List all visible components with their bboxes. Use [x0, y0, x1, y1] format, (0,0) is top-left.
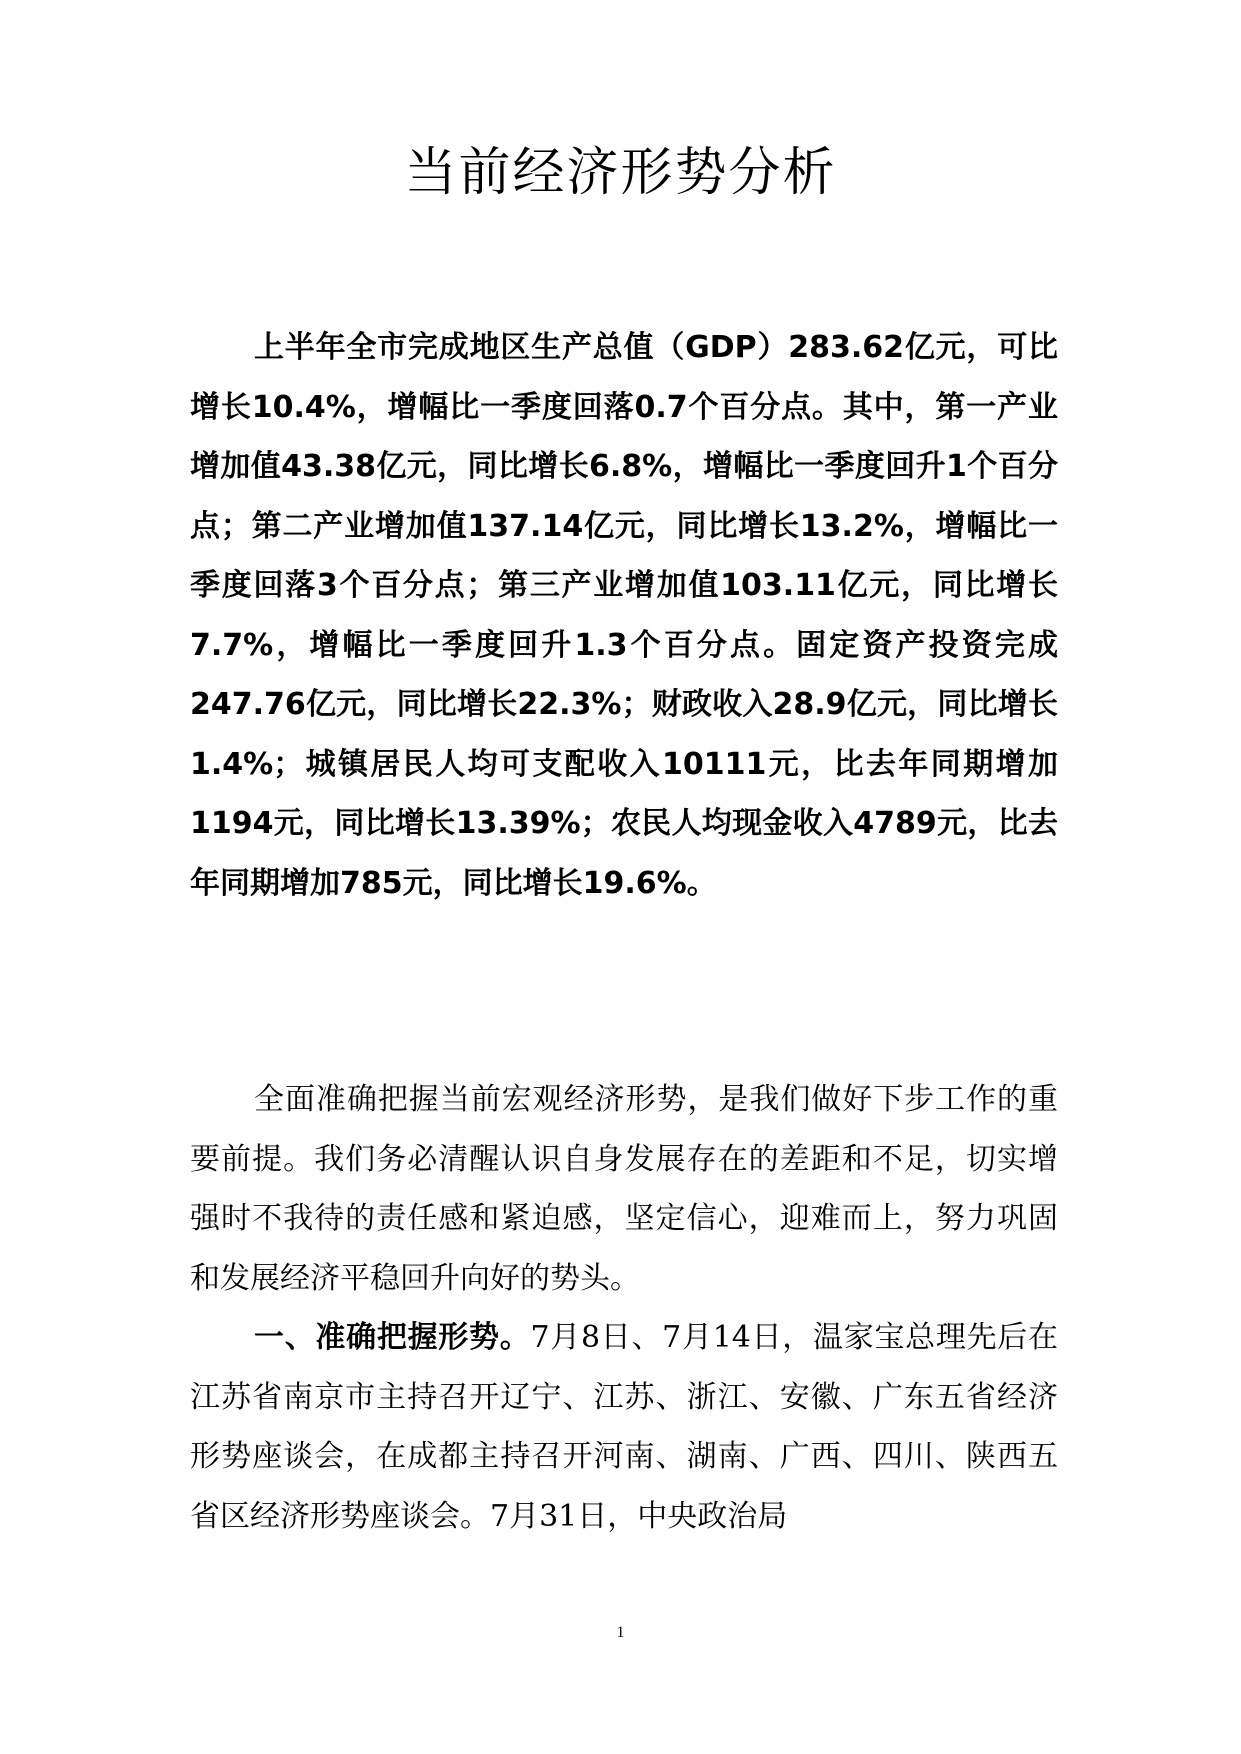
section-heading: 一、准确把握形势。	[254, 1320, 531, 1355]
section-paragraph	[190, 1308, 1058, 1546]
document-title: 当前经济形势分析	[404, 143, 837, 203]
body-paragraph: 全面准确把握当前宏观经济形势，是我们做好下步工作的重要前提。我们务必清醒认识自身发展存在的差距和不足，切实增强时不我待的责任感和紧迫感，坚定信心，迎难而上，努力巩固和发展经济平稳回升向好的势头。	[190, 1082, 1058, 1296]
page-number: 1	[616, 1624, 625, 1641]
section-text: 7月8日、7月14日，温家宝总理先后在江苏省南京市主持召开辽宁、江苏、浙江、安徽、广东五省经济形势座谈会，在成都主持召开河南、湖南、广西、四川、陕西五省区经济形势座谈会。7月31日，中央政治局	[190, 1320, 1059, 1534]
summary-paragraph: 上半年全市完成地区生产总值（GDP）283.62亿元，可比增长10.4%，增幅比一季度回落0.7个百分点。其中，第一产业增加值43.38亿元，同比增长6.8%，增幅比一季度回升1个百分点；第二产业增加值137.14亿元，同比增长13.2%，增幅比一季度回落3个百分点；第三产业增加值103.11亿元，同比增长7.7%，增幅比一季度回升1.3个百分点。固定资产投资完成247.76亿元，同比增长22.3%；财政收入28.9亿元，同比增长1.4%；城镇居民人均可支配收入10111元，比去年同期增加1194元，同比增长13.39%；农民人均现金收入4789元，比去年同期增加785元，同比增长19.6%。	[190, 330, 1058, 901]
